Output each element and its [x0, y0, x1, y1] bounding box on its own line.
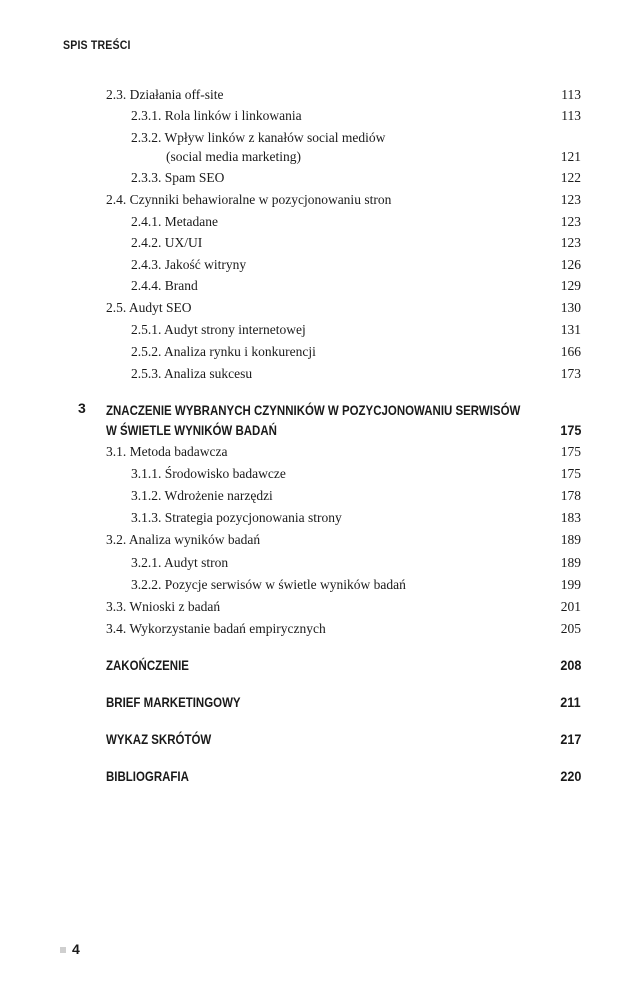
toc-label: 3.1. Metoda badawcza [106, 444, 228, 459]
toc-label: 2.5.3. Analiza sukcesu [131, 366, 253, 381]
toc-label: ZAKOŃCZENIE [106, 657, 189, 673]
toc-label: 3.2.1. Audyt stron [131, 555, 229, 570]
toc-page: 178 [560, 488, 581, 503]
toc-label: 2.4. Czynniki behawioralne w pozycjonowaniu stron [106, 192, 392, 207]
toc-page: 189 [560, 532, 581, 547]
toc-label: 2.4.3. Jakość witryny [131, 257, 247, 272]
toc-page: 126 [560, 257, 581, 272]
toc-page: 205 [560, 621, 581, 636]
toc-page: 211 [560, 694, 581, 710]
toc-page: 217 [559, 731, 581, 747]
toc-label: 3.2. Analiza wyników badań [106, 532, 261, 547]
page-header-title: SPIS TREŚCI [63, 38, 131, 52]
toc-page: 175 [560, 466, 581, 481]
toc-label: 3.1.2. Wdrożenie narzędzi [131, 488, 273, 503]
toc-label: 2.4.2. UX/UI [131, 235, 203, 250]
toc-label-continuation: (social media marketing) [166, 149, 301, 164]
toc-page: 175 [559, 422, 581, 438]
chapter-title: ZNACZENIE WYBRANYCH CZYNNIKÓW W POZYCJONOWANIU SERWISÓW [106, 402, 521, 418]
toc-page: 123 [560, 235, 581, 250]
toc-label: BRIEF MARKETINGOWY [106, 694, 241, 710]
toc-page: 122 [560, 170, 581, 185]
chapter-title-continuation: W ŚWIETLE WYNIKÓW BADAŃ [106, 422, 277, 438]
toc-label: 2.3. Działania off-site [106, 87, 224, 102]
toc-page: 220 [559, 768, 581, 784]
toc-page: 123 [560, 192, 581, 207]
toc-page: 113 [561, 108, 581, 123]
toc-page: 123 [560, 214, 581, 229]
toc-page: 131 [560, 322, 581, 337]
toc-label: 2.5.1. Audyt strony internetowej [131, 322, 306, 337]
toc-page: 121 [560, 149, 581, 164]
toc-page: 175 [560, 444, 581, 459]
toc-label: 2.3.3. Spam SEO [131, 170, 225, 185]
toc-label: 2.4.4. Brand [131, 278, 198, 293]
toc-page: 183 [560, 510, 581, 525]
toc-label: 2.3.2. Wpływ linków z kanałów social mediów [131, 130, 386, 145]
toc-label: 3.3. Wnioski z badań [106, 599, 221, 614]
chapter-number: 3 [78, 400, 86, 416]
toc-page: 208 [559, 657, 581, 673]
toc-label: 2.3.1. Rola linków i linkowania [131, 108, 302, 123]
toc-label: 3.4. Wykorzystanie badań empirycznych [106, 621, 326, 636]
toc-label: 3.1.1. Środowisko badawcze [131, 466, 286, 481]
toc-label: BIBLIOGRAFIA [106, 768, 189, 784]
toc-label: 2.5. Audyt SEO [106, 300, 192, 315]
toc-label: 2.4.1. Metadane [131, 214, 218, 229]
toc-label: 3.2.2. Pozycje serwisów w świetle wyników badań [131, 577, 406, 592]
toc-label: WYKAZ SKRÓTÓW [106, 731, 212, 747]
toc-label: 2.5.2. Analiza rynku i konkurencji [131, 344, 316, 359]
toc-label: 3.1.3. Strategia pozycjonowania strony [131, 510, 342, 525]
toc-page: 201 [560, 599, 581, 614]
toc-page: 113 [561, 87, 581, 102]
toc-page: 173 [560, 366, 581, 381]
square-bullet-icon [60, 947, 66, 953]
toc-page: 166 [560, 344, 581, 359]
toc-page: 129 [560, 278, 581, 293]
toc-page: 189 [560, 555, 581, 570]
toc-page: 199 [560, 577, 581, 592]
page-footer [60, 941, 80, 957]
page-number: 4 [72, 941, 80, 957]
toc-page: 130 [560, 300, 581, 315]
